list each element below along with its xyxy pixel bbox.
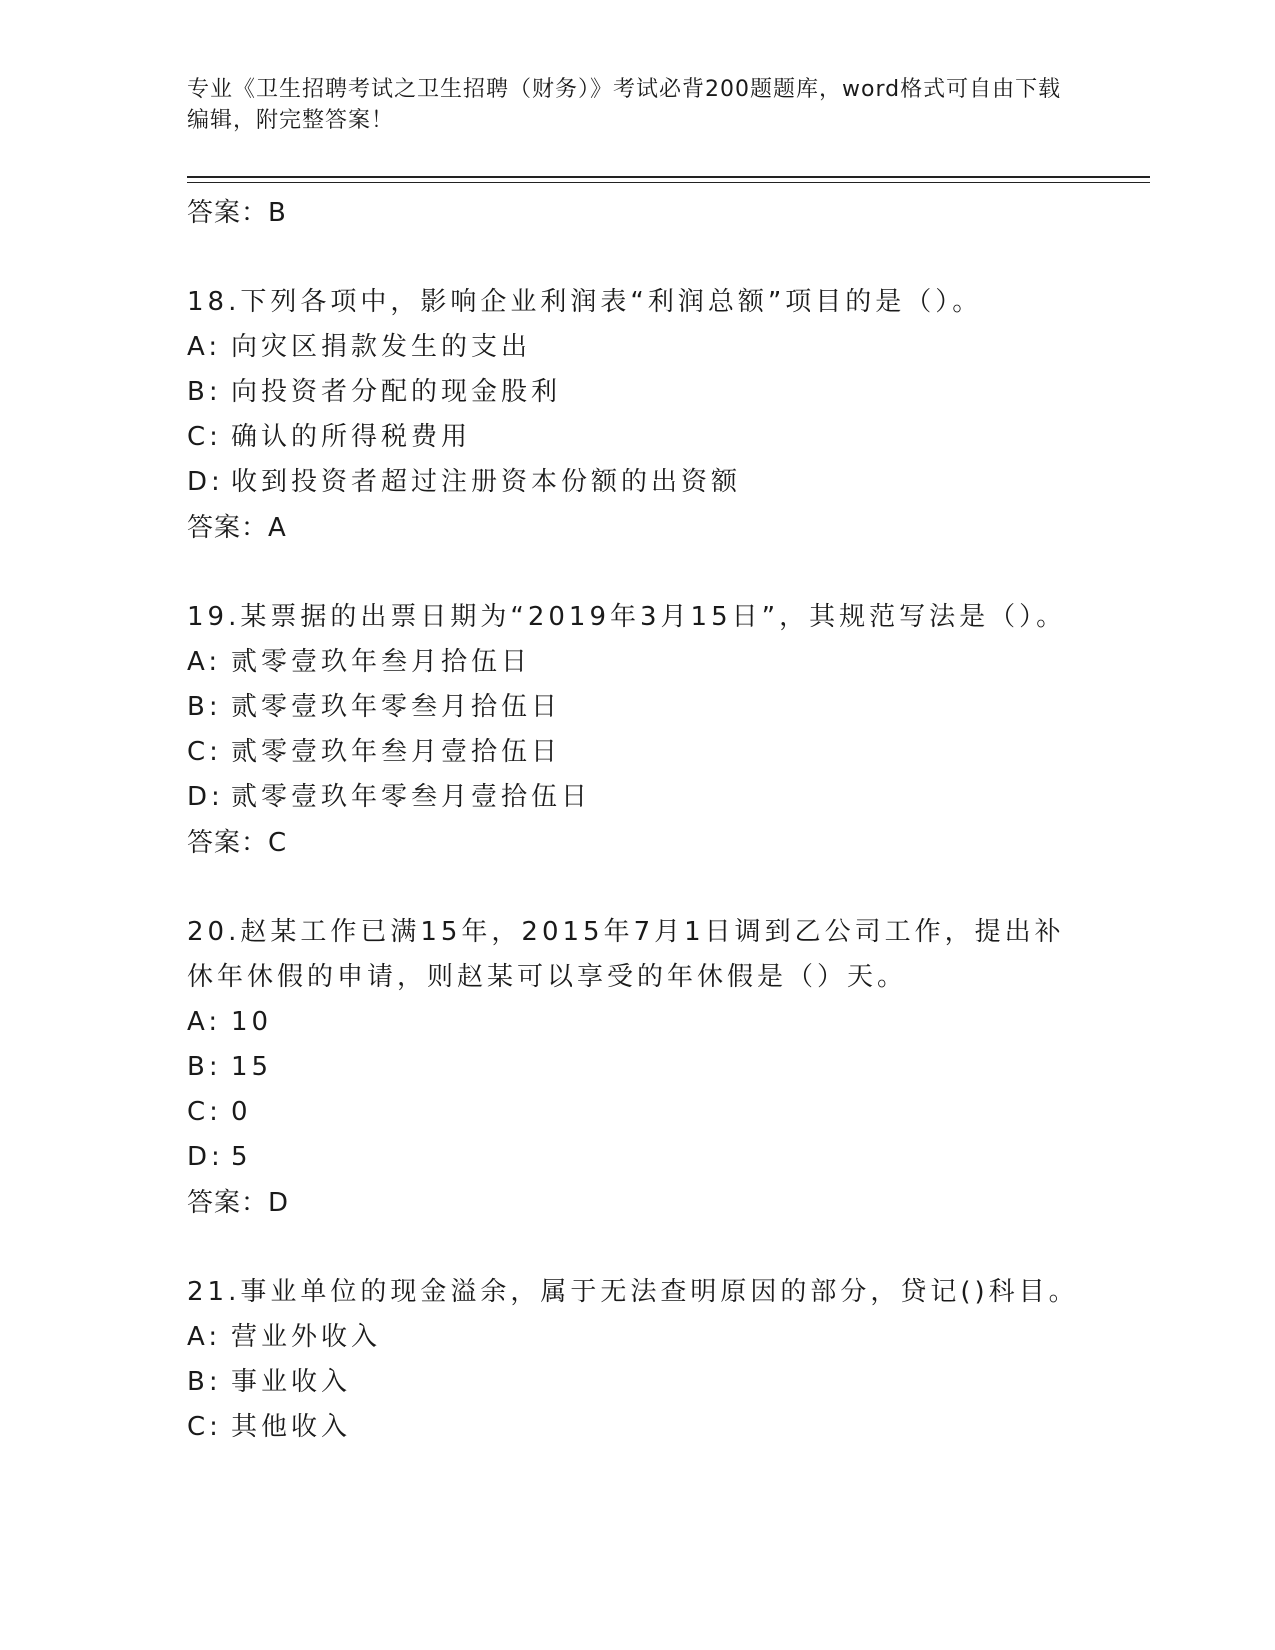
option-text: 5 (231, 1142, 252, 1172)
option-b (187, 1045, 1087, 1090)
header-divider-thick (187, 176, 1150, 178)
option-letter: B: (187, 692, 222, 722)
option-text: 事业收入 (231, 1367, 352, 1397)
option-d (187, 1135, 1087, 1180)
option-text: 贰零壹玖年叁月拾伍日 (231, 647, 532, 677)
question-text: 19.某票据的出票日期为“2019年3月15日”，其规范写法是（）。 (187, 602, 1067, 632)
answer-value: C (268, 828, 288, 858)
option-b (187, 370, 1087, 415)
answer-line (187, 1180, 1087, 1226)
answer-label: 答案： (187, 1188, 269, 1218)
page-header-title: 专业《卫生招聘考试之卫生招聘（财务）》考试必背200题题库，word格式可自由下载编辑，附完整答案！ (187, 77, 1062, 133)
option-text: 确认的所得税费用 (231, 422, 472, 452)
option-letter: C: (187, 737, 222, 767)
option-letter: D: (187, 1142, 224, 1172)
option-c (187, 415, 1087, 460)
option-letter: C: (187, 1097, 222, 1127)
answer-value: A (268, 513, 287, 543)
option-text: 15 (231, 1052, 273, 1082)
option-letter: D: (187, 467, 224, 497)
option-b (187, 1360, 1087, 1405)
question-text: 21.事业单位的现金溢余，属于无法查明原因的部分，贷记()科目。 (187, 1277, 1079, 1307)
option-text: 向灾区捐款发生的支出 (231, 332, 532, 362)
option-c (187, 1405, 1087, 1450)
header-divider-thin (187, 182, 1150, 183)
option-c (187, 730, 1087, 775)
answer-value: D (268, 1188, 290, 1218)
option-text: 营业外收入 (231, 1322, 382, 1352)
option-a (187, 640, 1087, 685)
answer-label: 答案： (187, 198, 269, 228)
option-letter: C: (187, 1412, 222, 1442)
option-letter: C: (187, 422, 222, 452)
question-list (187, 190, 1087, 1450)
question-18 (187, 280, 1087, 551)
option-a (187, 1000, 1087, 1045)
option-letter: B: (187, 1052, 222, 1082)
option-b (187, 685, 1087, 730)
question-20 (187, 910, 1087, 1226)
answer-line (187, 505, 1087, 551)
option-text: 贰零壹玖年叁月壹拾伍日 (231, 737, 562, 767)
question-21 (187, 1270, 1087, 1450)
answer-line (187, 190, 1087, 236)
option-text: 0 (231, 1097, 252, 1127)
answer-line (187, 820, 1087, 866)
option-letter: A: (187, 647, 222, 677)
question-text: 20.赵某工作已满15年，2015年7月1日调到乙公司工作，提出补休年休假的申请，则赵某可以享受的年休假是（）天。 (187, 917, 1065, 992)
option-letter: D: (187, 782, 224, 812)
option-letter: B: (187, 377, 222, 407)
option-d (187, 775, 1087, 820)
option-letter: A: (187, 1007, 222, 1037)
question-19 (187, 595, 1087, 866)
option-letter: B: (187, 1367, 222, 1397)
option-text: 贰零壹玖年零叁月拾伍日 (231, 692, 562, 722)
answer-label: 答案： (187, 828, 269, 858)
question-text: 18.下列各项中，影响企业利润表“利润总额”项目的是（）。 (187, 287, 983, 317)
answer-label: 答案： (187, 513, 269, 543)
option-a (187, 325, 1087, 370)
option-text: 其他收入 (231, 1412, 352, 1442)
option-a (187, 1315, 1087, 1360)
option-letter: A: (187, 332, 222, 362)
option-text: 贰零壹玖年零叁月壹拾伍日 (231, 782, 592, 812)
option-letter: A: (187, 1322, 222, 1352)
option-text: 向投资者分配的现金股利 (231, 377, 562, 407)
option-d (187, 460, 1087, 505)
option-c (187, 1090, 1087, 1135)
option-text: 10 (231, 1007, 273, 1037)
answer-value: B (268, 198, 287, 228)
option-text: 收到投资者超过注册资本份额的出资额 (231, 467, 742, 497)
